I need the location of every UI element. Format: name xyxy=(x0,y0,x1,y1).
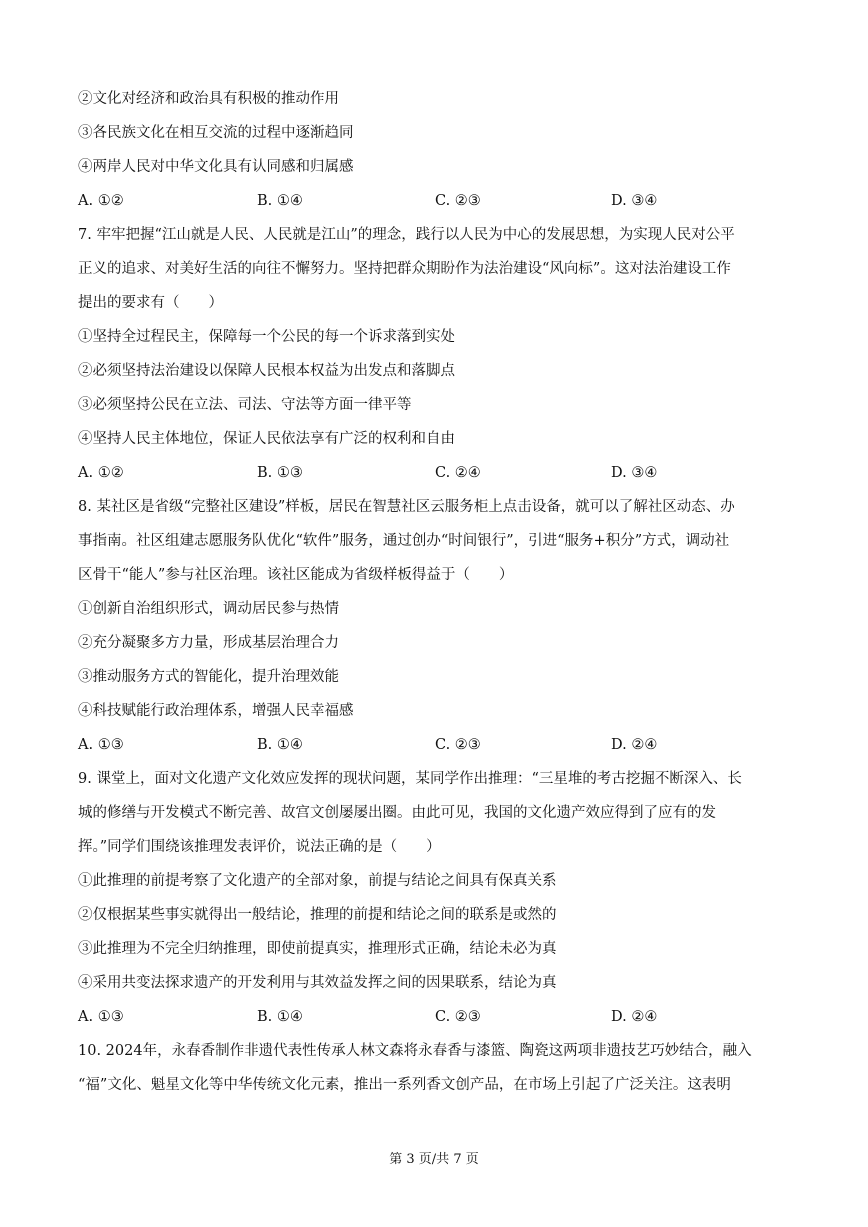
question-8-stem: 事指南。社区组建志愿服务队优化“软件”服务，通过创办“时间银行”，引进“服务+积分”方式，调动社 xyxy=(78,533,730,549)
option-b: B. ①④ xyxy=(257,737,303,753)
question-9-stem: 9. 课堂上，面对文化遗产文化效应发挥的现状问题，某同学作出推理：“三星堆的考古挖掘不断深入、长 xyxy=(78,771,742,787)
option-a: A. ①② xyxy=(78,193,124,209)
item-line: ④两岸人民对中华文化具有认同感和归属感 xyxy=(78,159,354,175)
option-a: A. ①③ xyxy=(78,1009,124,1025)
question-7-stem: 提出的要求有（ ） xyxy=(78,295,223,311)
item-line: ②仅根据某些事实就得出一般结论，推理的前提和结论之间的联系是或然的 xyxy=(78,907,557,923)
item-line: ③推动服务方式的智能化，提升治理效能 xyxy=(78,669,339,685)
option-d: D. ③④ xyxy=(611,193,658,209)
item-line: ②文化对经济和政治具有积极的推动作用 xyxy=(78,91,339,107)
question-7-stem: 正义的追求、对美好生活的向往不懈努力。坚持把群众期盼作为法治建设“风向标”。这对法治建设工作 xyxy=(78,261,731,277)
question-9-stem: 挥。”同学们围绕该推理发表评价，说法正确的是（ ） xyxy=(78,839,441,855)
question-10-stem: 10. 2024年，永春香制作非遗代表性传承人林文森将永春香与漆篮、陶瓷这两项非遗技艺巧妙结合，融入 xyxy=(78,1043,752,1059)
question-8-stem: 8. 某社区是省级“完整社区建设”样板，居民在智慧社区云服务柜上点击设备，就可以了解社区动态、办 xyxy=(78,499,735,515)
option-c: C. ②④ xyxy=(435,465,481,481)
page-number: 第 3 页/共 7 页 xyxy=(389,1152,479,1167)
option-b: B. ①③ xyxy=(257,465,303,481)
option-a: A. ①② xyxy=(78,465,124,481)
item-line: ④坚持人民主体地位，保证人民依法享有广泛的权利和自由 xyxy=(78,431,455,447)
item-line: ③此推理为不完全归纳推理，即使前提真实，推理形式正确，结论未必为真 xyxy=(78,941,557,957)
option-d: D. ③④ xyxy=(611,465,658,481)
option-c: C. ②③ xyxy=(435,737,481,753)
option-c: C. ②③ xyxy=(435,1009,481,1025)
option-a: A. ①③ xyxy=(78,737,124,753)
option-d: D. ②④ xyxy=(611,1009,658,1025)
option-b: B. ①④ xyxy=(257,193,303,209)
answer-options xyxy=(78,463,798,483)
answer-options xyxy=(78,735,798,755)
answer-options xyxy=(78,1007,798,1027)
item-line: ④采用共变法探求遗产的开发利用与其效益发挥之间的因果联系，结论为真 xyxy=(78,975,557,991)
question-9-stem: 城的修缮与开发模式不断完善、故宫文创屡屡出圈。由此可见，我国的文化遗产效应得到了应有的发 xyxy=(78,805,716,821)
item-line: ②充分凝聚多方力量，形成基层治理合力 xyxy=(78,635,339,651)
item-line: ②必须坚持法治建设以保障人民根本权益为出发点和落脚点 xyxy=(78,363,455,379)
answer-options xyxy=(78,191,798,211)
option-c: C. ②③ xyxy=(435,193,481,209)
item-line: ③各民族文化在相互交流的过程中逐渐趋同 xyxy=(78,125,354,141)
option-b: B. ①④ xyxy=(257,1009,303,1025)
question-7-stem: 7. 牢牢把握“江山就是人民、人民就是江山”的理念，践行以人民为中心的发展思想，为实现人民对公平 xyxy=(78,227,735,243)
option-d: D. ②④ xyxy=(611,737,658,753)
item-line: ③必须坚持公民在立法、司法、守法等方面一律平等 xyxy=(78,397,412,413)
item-line: ①坚持全过程民主，保障每一个公民的每一个诉求落到实处 xyxy=(78,329,455,345)
question-10-stem: “福”文化、魁星文化等中华传统文化元素，推出一系列香文创产品，在市场上引起了广泛关注。这表明 xyxy=(78,1077,731,1093)
item-line: ①创新自治组织形式，调动居民参与热情 xyxy=(78,601,339,617)
question-8-stem: 区骨干“能人”参与社区治理。该社区能成为省级样板得益于（ ） xyxy=(78,567,514,583)
item-line: ①此推理的前提考察了文化遗产的全部对象，前提与结论之间具有保真关系 xyxy=(78,873,557,889)
item-line: ④科技赋能行政治理体系，增强人民幸福感 xyxy=(78,703,354,719)
